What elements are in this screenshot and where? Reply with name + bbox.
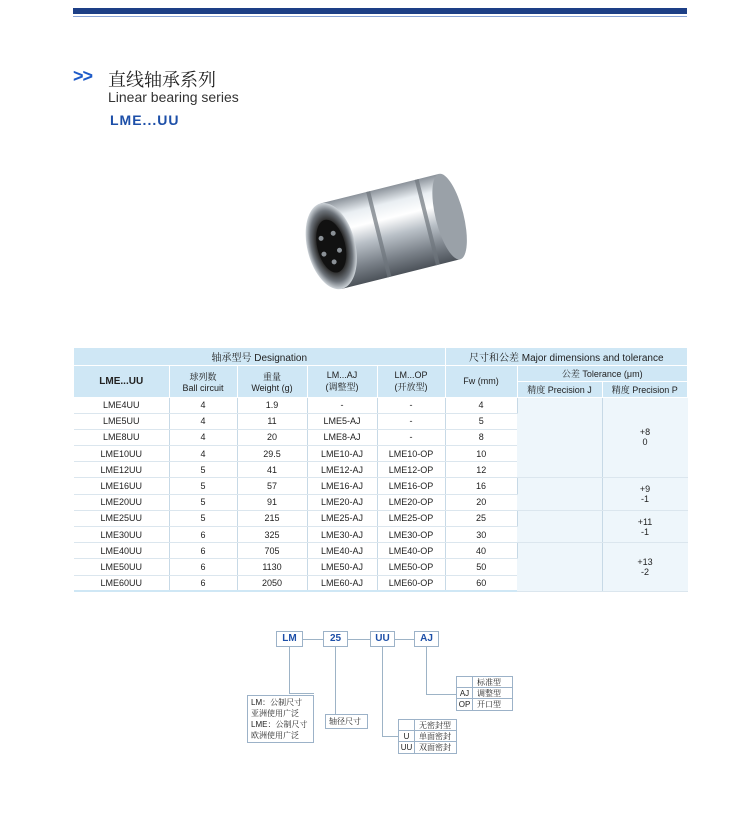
spec-table — [74, 348, 688, 592]
col-model: LME...UU — [74, 365, 169, 397]
lm-note: LM：公制尺寸 亚洲使用广泛 LME：公制尺寸 欧洲使用广泛 — [247, 695, 314, 743]
code-part-seal: UU — [370, 631, 395, 647]
table-row: LME16UU 5 57 LME16-AJ LME16-OP 16 +9 -1 — [74, 478, 688, 494]
table-row: LME25UU 5 215 LME25-AJ LME25-OP 25 +11 -1 — [74, 510, 688, 526]
table-row: LME50UU 6 1130 LME50-AJ LME50-OP 50 — [74, 559, 688, 575]
table-row: LME40UU 6 705 LME40-AJ LME40-OP 40 +13 -2 — [74, 543, 688, 559]
tolerance-p-4: +13 -2 — [602, 543, 688, 592]
code-dash — [348, 639, 370, 640]
linear-bearing-image — [285, 160, 475, 310]
col-precision-p: 精度 Precision P — [602, 381, 688, 397]
connector-line — [289, 647, 290, 693]
type-legend: 标准型 AJ 调整型 OP 开口型 — [456, 676, 513, 711]
col-op: LM...OP (开放型) — [377, 365, 445, 397]
table-row: LME30UU 6 325 LME30-AJ LME30-OP 30 — [74, 527, 688, 543]
header-arrow: >> — [73, 66, 93, 86]
tolerance-p-1: +8 0 — [602, 397, 688, 478]
table-row: LME10UU 4 29.5 LME10-AJ LME10-OP 10 — [74, 446, 688, 462]
connector-line — [426, 647, 427, 695]
table-row: LME8UU 4 20 LME8-AJ - 8 — [74, 429, 688, 445]
col-tolerance: 公差 Tolerance (μm) — [517, 365, 688, 381]
connector-line — [289, 693, 314, 694]
dimensions-group-header: 尺寸和公差 Major dimensions and tolerance — [445, 348, 688, 365]
table-row: LME60UU 6 2050 LME60-AJ LME60-OP 60 — [74, 575, 688, 591]
col-aj: LM...AJ (调整型) — [307, 365, 377, 397]
col-fw: Fw (mm) — [445, 365, 517, 397]
col-weight: 重量 Weight (g) — [237, 365, 307, 397]
top-rule — [73, 8, 687, 14]
size-note: 轴径尺寸 — [325, 714, 368, 729]
code-dash — [303, 639, 323, 640]
connector-line — [382, 647, 383, 737]
tolerance-p-2: +9 -1 — [602, 478, 688, 510]
connector-line — [335, 647, 336, 714]
code-part-lm: LM — [276, 631, 303, 647]
page-title-cn: 直线轴承系列 — [108, 70, 216, 90]
tolerance-p-3: +11 -1 — [602, 510, 688, 542]
table-row: LME12UU 5 41 LME12-AJ LME12-OP 12 — [74, 462, 688, 478]
connector-line — [426, 694, 456, 695]
col-precision-j: 精度 Precision J — [517, 381, 602, 397]
code-dash — [395, 639, 414, 640]
connector-line — [382, 736, 398, 737]
top-rule-thin — [73, 16, 687, 17]
table-row: LME5UU 4 11 LME5-AJ - 5 — [74, 413, 688, 429]
seal-legend: 无密封型 U 单面密封 UU 双面密封 — [398, 719, 457, 754]
table-row: LME20UU 5 91 LME20-AJ LME20-OP 20 — [74, 494, 688, 510]
page-title-en: Linear bearing series — [108, 89, 239, 105]
series-model: LME...UU — [110, 112, 180, 128]
col-ball-circuit: 球列数 Ball circuit — [169, 365, 237, 397]
code-part-size: 25 — [323, 631, 348, 647]
code-part-type: AJ — [414, 631, 439, 647]
table-row: LME4UU 4 1.9 - - 4 +8 0 — [74, 397, 688, 413]
designation-group-header: 轴承型号 Designation — [74, 348, 445, 365]
